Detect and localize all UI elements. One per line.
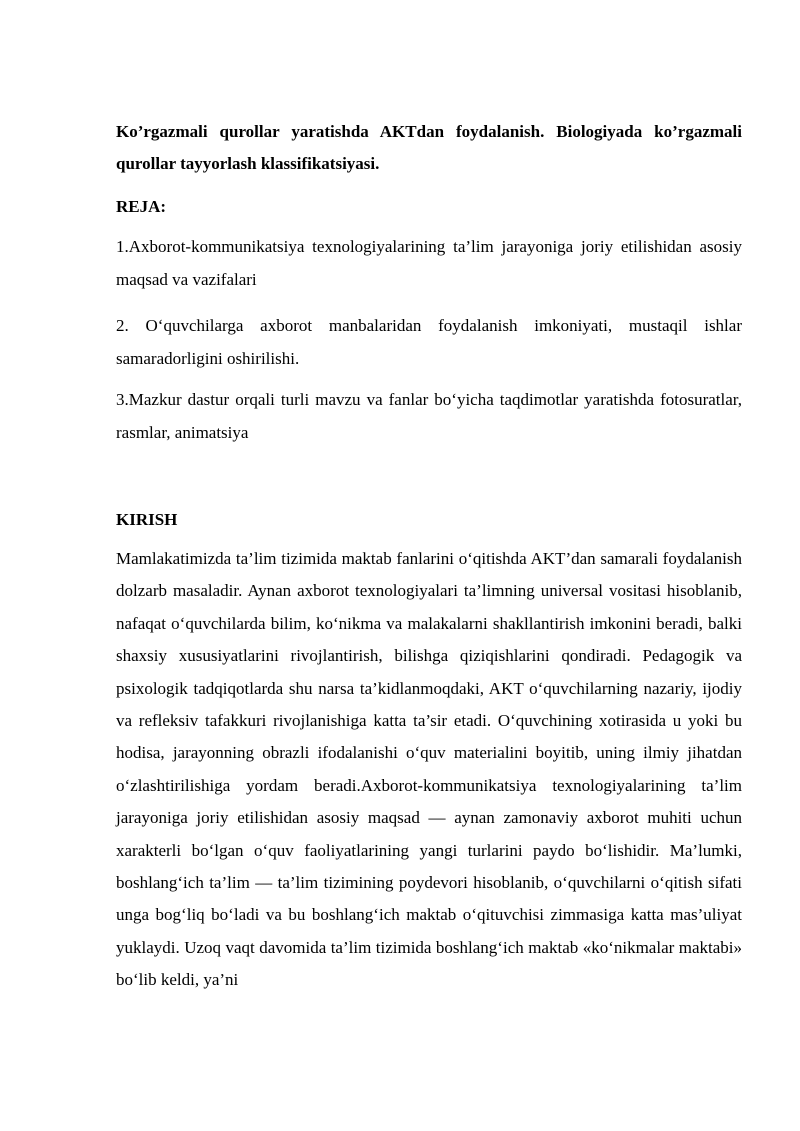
plan-heading: REJA: <box>116 197 167 216</box>
plan-item: 2. O‘quvchilarga axborot manbalaridan foydalanish imkoniyati, mustaqil ishlar samaradorligini oshirilishi. <box>116 316 742 368</box>
plan-item: 1.Axborot-kommunikatsiya texnologiyalarining ta’lim jarayoniga joriy etilishidan asosiy maqsad va vazifalari <box>116 237 742 289</box>
intro-heading: KIRISH <box>116 510 178 529</box>
plan-item: 3.Mazkur dastur orqali turli mavzu va fanlar bo‘yicha taqdimotlar yaratishda fotosuratlar, rasmlar, animatsiya <box>116 390 742 442</box>
document-title: Ko’rgazmali qurollar yaratishda AKTdan foydalanish. Biologiyada ko’rgazmali qurollar tayyorlash klassifikatsiyasi. <box>116 122 742 173</box>
intro-paragraph: Mamlakatimizda ta’lim tizimida maktab fanlarini o‘qitishda AKT’dan samarali foydalanish dolzarb masaladir. Aynan axborot texnologiyalari ta’limning universal vositasi hisoblanib, nafaqat o‘quvchilarda bilim, ko‘nikma va malakalarni shakllantirish imkonini beradi, balki shaxsiy xususiyatlarini rivojlantirish, bilishga qiziqishlarini qondiradi. Pedagogik va psixologik tadqiqotlarda shu narsa ta’kidlanmoqdaki, AKT o‘quvchilarning nazariy, ijodiy va refleksiv tafakkuri rivojlanishiga katta ta’sir etadi. O‘quvchining xotirasida u yoki bu hodisa, jarayonning obrazli ifodalanishi o‘quv materialini boyitib, uning ilmiy jihatdan o‘zlashtirilishiga yordam beradi.Axborot-kommunikatsiya texnologiyalarining ta’lim jarayoniga joriy etilishidan asosiy maqsad — aynan zamonaviy axborot muhiti uchun xarakterli bo‘lgan o‘quv faoliyatlarining yangi turlarini paydo bo‘lishidir. Ma’lumki, boshlang‘ich ta’lim — ta’lim tizimining poydevori hisoblanib, o‘quvchilarni o‘qitish sifati unga bog‘liq bo‘ladi va bu boshlang‘ich maktab o‘qituvchisi zimmasiga katta mas’uliyat yuklaydi. Uzoq vaqt davomida ta’lim tizimida boshlang‘ich maktab «ko‘nikmalar maktabi» bo‘lib keldi, ya’ni <box>116 549 742 990</box>
